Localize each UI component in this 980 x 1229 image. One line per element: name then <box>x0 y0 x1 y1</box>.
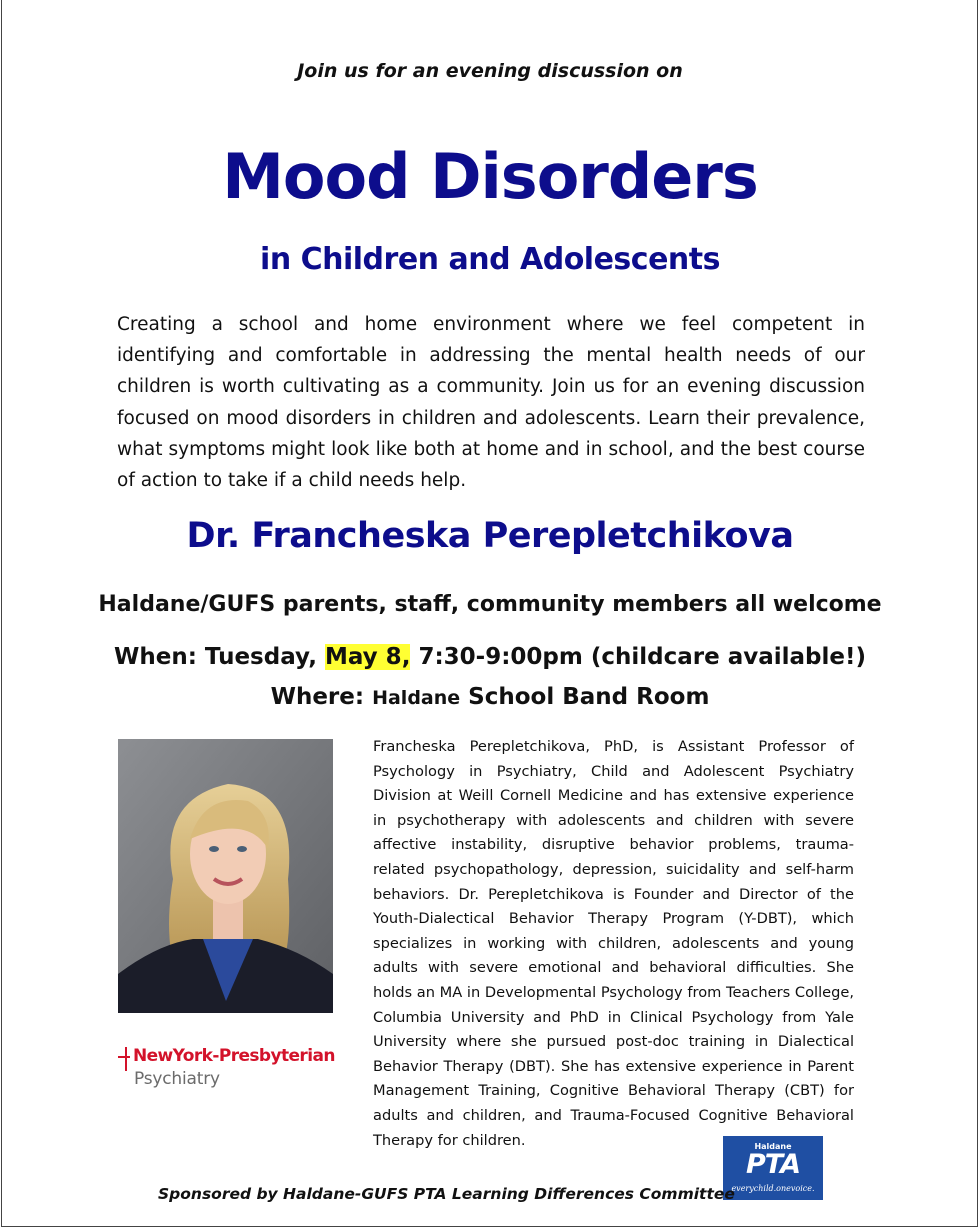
pta-logo-top: Haldane <box>754 1142 792 1151</box>
where-room: School Band Room <box>468 684 710 710</box>
speaker-photo <box>118 739 333 1013</box>
flyer-title: Mood Disorders <box>222 140 758 213</box>
nyp-logo-mark-icon <box>118 1047 130 1071</box>
nyp-logo-name: NewYork-Presbyterian <box>133 1046 335 1066</box>
audience-line: Haldane/GUFS parents, staff, community members all welcome <box>98 592 882 617</box>
when-label: When: Tuesday, <box>114 644 317 670</box>
where-label: Where: <box>270 684 365 710</box>
pta-logo-main: PTA <box>745 1149 800 1180</box>
pta-logo-tagline: everychild.onevoice. <box>731 1184 815 1193</box>
where-school: Haldane <box>372 687 461 709</box>
event-description: Creating a school and home environment where we feel competent in identifying and comfortable in addressing the mental health needs of our children is worth cultivating as a community. Join us for an evening discussion focused on mood disorders in children and adolescents. Learn their prevalence, what symptoms might look like both at home and in school, and the best course of action to take if a child needs help. <box>117 314 865 492</box>
pta-logo <box>723 1136 823 1200</box>
sponsor-line: Sponsored by Haldane-GUFS PTA Learning Differences Committee <box>158 1185 735 1203</box>
intro-line: Join us for an evening discussion on <box>297 60 683 82</box>
speaker-name: Dr. Francheska Perepletchikova <box>186 516 794 556</box>
event-when <box>0 644 980 670</box>
nyp-logo <box>118 1043 348 1093</box>
event-time: 7:30-9:00pm (childcare available!) <box>418 644 866 670</box>
speaker-portrait-icon <box>118 739 333 1013</box>
event-where <box>0 684 980 710</box>
flyer-subtitle: in Children and Adolescents <box>260 242 720 277</box>
nyp-logo-sub: Psychiatry <box>134 1069 220 1089</box>
event-date-highlight: May 8, <box>324 644 411 670</box>
speaker-bio: Francheska Perepletchikova, PhD, is Assistant Professor of Psychology in Psychiatry, Child and Adolescent Psychiatry Division at Weill Cornell Medicine and has extensive experience in psychotherapy with adolescents and children with severe affective instability, disruptive behavior problems, trauma-related psychopathology, depression, suicidality and self-harm behaviors. Dr. Perepletchikova is Founder and Director of the Youth-Dialectical Behavior Therapy Program (Y-DBT), which specializes in working with children, adolescents and young adults with severe emotional and behavioral difficulties. She holds an MA in Developmental Psychology from Teachers College, Columbia University and PhD in Clinical Psychology from Yale University where she pursued post-doc training in Dialectical Behavior Therapy (DBT). She has extensive experience in Parent Management Training, Cognitive Behavioral Therapy (CBT) for adults and children, and Trauma-Focused Cognitive Behavioral Therapy for children. <box>373 738 854 1149</box>
